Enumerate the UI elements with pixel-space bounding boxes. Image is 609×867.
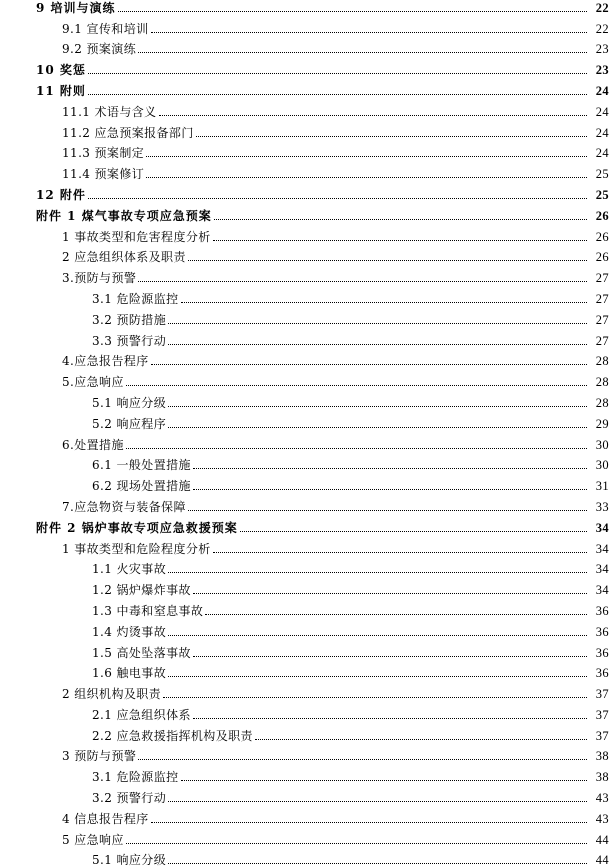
toc-entry-page-number: 28	[595, 375, 609, 390]
toc-entry-page-number: 37	[595, 687, 609, 702]
toc-entry-title: 11.2 应急预案报备部门	[62, 125, 194, 140]
toc-entry-title: 1.1 火灾事故	[92, 562, 167, 577]
toc-entry[interactable]	[0, 389, 609, 410]
dot-leader	[196, 136, 587, 137]
toc-entry-page-number: 28	[595, 395, 609, 410]
dot-leader	[146, 156, 587, 157]
toc-entry[interactable]	[0, 264, 609, 285]
toc-entry[interactable]	[0, 826, 609, 847]
toc-entry-page-number: 38	[595, 770, 609, 785]
toc-entry-page-number: 27	[595, 312, 609, 327]
toc-entry-page-number: 28	[595, 354, 609, 369]
toc-entry[interactable]	[0, 0, 609, 15]
toc-entry[interactable]	[0, 244, 609, 265]
toc-entry-title: 1 事故类型和危险程度分析	[62, 541, 211, 556]
toc-entry-title: 9.1 宣传和培训	[62, 21, 149, 36]
toc-entry-title: 附件 1 煤气事故专项应急预案	[36, 208, 212, 223]
toc-entry[interactable]	[0, 847, 609, 867]
toc-entry-page-number: 36	[595, 603, 609, 618]
dot-leader	[193, 718, 587, 719]
toc-entry-title: 12 附件	[36, 187, 86, 202]
dot-leader	[168, 863, 587, 864]
dot-leader	[138, 52, 587, 53]
toc-entry[interactable]	[0, 618, 609, 639]
toc-entry[interactable]	[0, 763, 609, 784]
toc-entry-title: 11.1 术语与含义	[62, 104, 157, 119]
dot-leader	[168, 572, 587, 573]
toc-entry[interactable]	[0, 805, 609, 826]
dot-leader	[193, 489, 587, 490]
dot-leader	[188, 510, 587, 511]
toc-entry[interactable]	[0, 493, 609, 514]
toc-entry[interactable]	[0, 15, 609, 36]
toc-entry[interactable]	[0, 56, 609, 77]
toc-entry-title: 11.3 预案制定	[62, 146, 145, 161]
toc-entry-page-number: 27	[595, 271, 609, 286]
dot-leader	[151, 822, 587, 823]
toc-entry-page-number: 43	[595, 791, 609, 806]
dot-leader	[168, 427, 587, 428]
dot-leader	[168, 635, 587, 636]
toc-entry-title: 6.处置措施	[62, 437, 124, 452]
dot-leader	[138, 759, 587, 760]
toc-entry[interactable]	[0, 327, 609, 348]
dot-leader	[163, 697, 587, 698]
dot-leader	[168, 323, 587, 324]
toc-entry[interactable]	[0, 784, 609, 805]
dot-leader	[159, 115, 587, 116]
toc-entry-page-number: 36	[595, 645, 609, 660]
toc-entry-title: 7.应急物资与装备保障	[62, 499, 186, 514]
toc-entry-page-number: 26	[595, 229, 609, 244]
toc-entry[interactable]	[0, 452, 609, 473]
toc-entry-page-number: 24	[595, 125, 609, 140]
toc-entry[interactable]	[0, 306, 609, 327]
toc-entry-page-number: 37	[595, 707, 609, 722]
dot-leader	[126, 448, 587, 449]
toc-entry[interactable]	[0, 639, 609, 660]
toc-entry[interactable]	[0, 368, 609, 389]
toc-entry-title: 3.3 预警行动	[92, 333, 167, 348]
toc-entry-page-number: 30	[595, 458, 609, 473]
toc-entry-page-number: 44	[595, 832, 609, 847]
toc-entry-page-number: 34	[595, 541, 609, 556]
dot-leader	[168, 406, 587, 407]
toc-entry[interactable]	[0, 410, 609, 431]
toc-entry-page-number: 24	[595, 146, 609, 161]
toc-entry-title: 4.应急报告程序	[62, 354, 149, 369]
dot-leader	[181, 302, 588, 303]
dot-leader	[205, 614, 587, 615]
toc-entry-page-number: 36	[595, 624, 609, 639]
toc-entry-title: 11.4 预案修订	[62, 167, 145, 182]
toc-entry-page-number: 29	[595, 416, 609, 431]
toc-entry[interactable]	[0, 223, 609, 244]
toc-entry[interactable]	[0, 77, 609, 98]
toc-entry-title: 9 培训与演练	[36, 0, 116, 15]
toc-entry-title: 9.2 预案演练	[62, 42, 137, 57]
toc-entry-title: 2 组织机构及职责	[62, 687, 162, 702]
toc-entry-title: 3.预防与预警	[62, 271, 137, 286]
dot-leader	[181, 780, 588, 781]
toc-entry-title: 2 应急组织体系及职责	[62, 250, 186, 265]
toc-entry-page-number: 23	[595, 63, 609, 78]
dot-leader	[151, 32, 588, 33]
toc-entry-title: 5.应急响应	[62, 375, 124, 390]
toc-entry-title: 3.1 危险源监控	[92, 770, 179, 785]
toc-entry[interactable]	[0, 514, 609, 535]
dot-leader	[168, 344, 587, 345]
toc-entry-title: 2.1 应急组织体系	[92, 707, 191, 722]
toc-entry-title: 3.1 危险源监控	[92, 291, 179, 306]
toc-entry-page-number: 37	[595, 728, 609, 743]
dot-leader	[151, 364, 587, 365]
toc-entry-title: 3.2 预警行动	[92, 791, 167, 806]
dot-leader	[214, 219, 587, 220]
toc-entry-title: 6.1 一般处置措施	[92, 458, 191, 473]
toc-entry[interactable]	[0, 160, 609, 181]
toc-entry-page-number: 43	[595, 811, 609, 826]
toc-entry-page-number: 44	[595, 853, 609, 867]
dot-leader	[168, 676, 587, 677]
toc-entry-title: 3 预防与预警	[62, 749, 137, 764]
toc-entry[interactable]	[0, 431, 609, 452]
toc-entry[interactable]	[0, 722, 609, 743]
toc-entry-title: 10 奖惩	[36, 63, 86, 78]
toc-entry[interactable]	[0, 576, 609, 597]
toc-entry-title: 1.4 灼烫事故	[92, 624, 167, 639]
dot-leader	[188, 260, 587, 261]
toc-entry[interactable]	[0, 202, 609, 223]
toc-entry-page-number: 22	[595, 21, 609, 36]
toc-entry-page-number: 34	[595, 583, 609, 598]
toc-entry-page-number: 23	[595, 42, 609, 57]
toc-entry-page-number: 25	[595, 167, 609, 182]
dot-leader	[146, 177, 587, 178]
dot-leader	[126, 385, 587, 386]
toc-entry-page-number: 26	[595, 250, 609, 265]
toc-entry-title: 1.2 锅炉爆炸事故	[92, 583, 191, 598]
toc-entry-title: 5.2 响应程序	[92, 416, 167, 431]
toc-entry-page-number: 24	[595, 83, 609, 98]
toc-entry-page-number: 34	[595, 520, 609, 535]
dot-leader	[213, 552, 587, 553]
toc-entry-page-number: 25	[595, 187, 609, 202]
toc-entry-page-number: 30	[595, 437, 609, 452]
toc-entry[interactable]	[0, 597, 609, 618]
toc-entry-title: 1.6 触电事故	[92, 666, 167, 681]
toc-entry[interactable]	[0, 119, 609, 140]
toc-entry[interactable]	[0, 556, 609, 577]
toc-entry-page-number: 27	[595, 291, 609, 306]
toc-entry[interactable]	[0, 680, 609, 701]
toc-entry[interactable]	[0, 535, 609, 556]
dot-leader	[213, 240, 587, 241]
toc-entry[interactable]	[0, 36, 609, 57]
dot-leader	[193, 468, 587, 469]
toc-entry[interactable]	[0, 181, 609, 202]
toc-entry-page-number: 31	[595, 479, 609, 494]
dot-leader	[118, 11, 587, 12]
toc-entry-title: 3.2 预防措施	[92, 312, 167, 327]
toc-entry[interactable]	[0, 743, 609, 764]
toc-entry[interactable]	[0, 285, 609, 306]
dot-leader	[193, 656, 587, 657]
toc-entry-page-number: 26	[595, 208, 609, 223]
toc-entry-page-number: 33	[595, 499, 609, 514]
toc-entry-title: 1.5 高处坠落事故	[92, 645, 191, 660]
toc-entry-title: 4 信息报告程序	[62, 811, 149, 826]
dot-leader	[240, 531, 587, 532]
toc-entry-title: 1 事故类型和危害程度分析	[62, 229, 211, 244]
dot-leader	[168, 801, 587, 802]
dot-leader	[138, 281, 587, 282]
toc-entry-page-number: 27	[595, 333, 609, 348]
dot-leader	[126, 843, 587, 844]
toc-entry-title: 6.2 现场处置措施	[92, 479, 191, 494]
dot-leader	[88, 94, 587, 95]
dot-leader	[255, 739, 587, 740]
toc-entry-page-number: 24	[595, 104, 609, 119]
toc-entry-title: 2.2 应急救援指挥机构及职责	[92, 728, 253, 743]
toc-entry[interactable]	[0, 472, 609, 493]
toc-entry[interactable]	[0, 98, 609, 119]
toc-entry-title: 5.1 响应分级	[92, 395, 167, 410]
dot-leader	[193, 593, 587, 594]
toc-entry-page-number: 22	[595, 0, 609, 15]
toc-entry-title: 1.3 中毒和窒息事故	[92, 603, 204, 618]
toc-entry[interactable]	[0, 140, 609, 161]
toc-entry-page-number: 34	[595, 562, 609, 577]
toc-entry-page-number: 36	[595, 666, 609, 681]
toc-entry[interactable]	[0, 660, 609, 681]
toc-entry-title: 5.1 响应分级	[92, 853, 167, 867]
toc-entry[interactable]	[0, 701, 609, 722]
toc-entry-title: 5 应急响应	[62, 832, 124, 847]
toc-entry[interactable]	[0, 348, 609, 369]
dot-leader	[88, 73, 587, 74]
dot-leader	[88, 198, 587, 199]
toc-entry-title: 附件 2 锅炉事故专项应急救援预案	[36, 520, 238, 535]
toc-entry-title: 11 附则	[36, 83, 86, 98]
toc-entry-page-number: 38	[595, 749, 609, 764]
